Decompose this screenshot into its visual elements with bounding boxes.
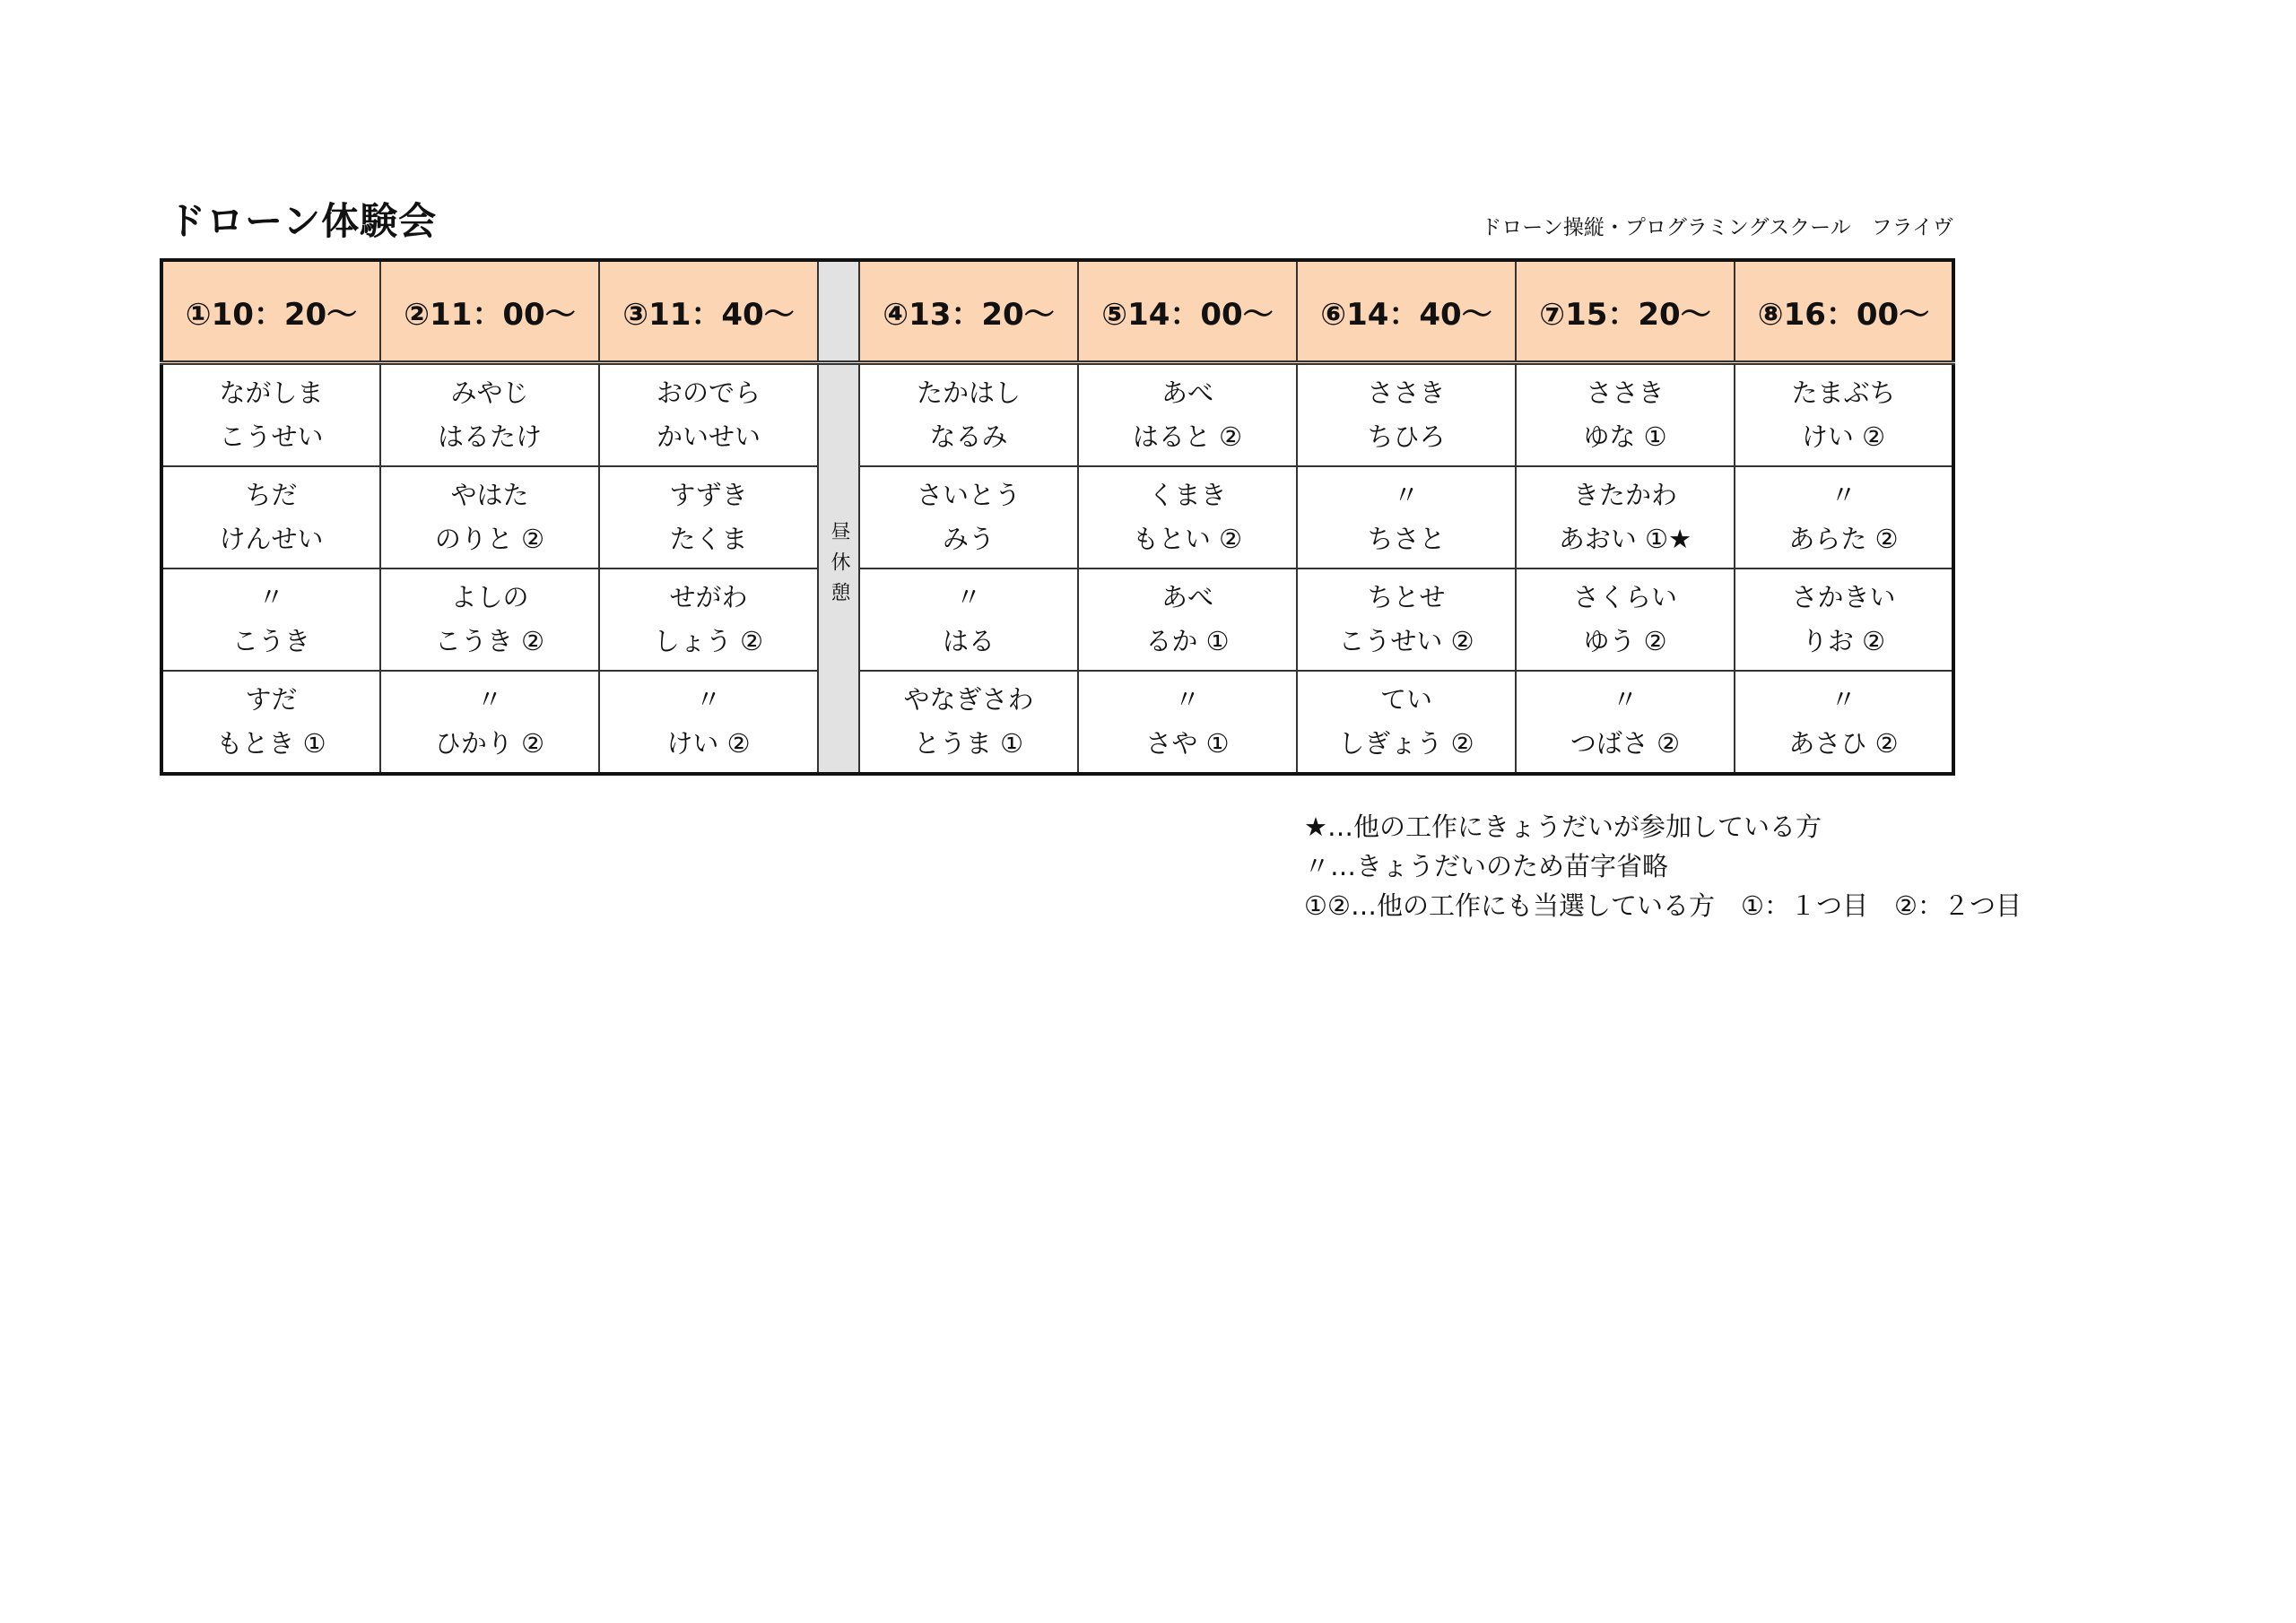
legend-item-star: ★…他の工作にきょうだいが参加している方 — [1304, 812, 1822, 842]
participant-given-name: あらた ② — [1788, 524, 1899, 554]
legend-item-circled-numbers: ①②…他の工作にも当選している方 ①：１つ目 ②：２つ目 — [1304, 890, 2022, 921]
participant-row — [161, 568, 1953, 671]
participant-given-name: ちさと — [1367, 524, 1446, 554]
participant-cell — [1297, 363, 1516, 467]
participant-given-name: けんせい — [219, 524, 324, 554]
participant-given-name: さや ① — [1145, 728, 1230, 759]
participant-surname: 〃 — [1830, 684, 1857, 715]
participant-cell — [1078, 363, 1297, 467]
participant-cell — [1735, 466, 1953, 568]
participant-given-name: もとき ① — [216, 728, 326, 759]
participant-surname: みやじ — [450, 378, 529, 408]
participant-given-name: のりと ② — [434, 524, 545, 554]
participant-surname: やなぎさわ — [903, 684, 1034, 715]
participant-given-name: ゆう ② — [1583, 626, 1667, 656]
participant-surname: くまき — [1148, 480, 1227, 510]
participant-cell — [599, 671, 818, 774]
time-slot-header: ⑧16：00〜 — [1735, 260, 1953, 363]
participant-given-name: はるたけ — [437, 421, 542, 452]
schedule-table — [160, 258, 1955, 776]
participant-surname: きたかわ — [1572, 480, 1677, 510]
participant-cell — [1735, 671, 1953, 774]
participant-cell — [1516, 466, 1735, 568]
participant-cell — [1735, 568, 1953, 671]
participant-surname: 〃 — [955, 582, 982, 612]
participant-given-name: こうき — [231, 626, 310, 656]
participant-surname: よしの — [450, 582, 529, 612]
participant-cell — [1297, 671, 1516, 774]
participant-given-name: はると ② — [1132, 421, 1243, 452]
participant-cell — [380, 466, 599, 568]
participant-surname: 〃 — [1174, 684, 1201, 715]
time-slot-header: ⑤14：00〜 — [1078, 260, 1297, 363]
participant-cell — [380, 568, 599, 671]
participant-surname: さいとう — [916, 480, 1021, 510]
participant-given-name: こうせい ② — [1338, 626, 1474, 656]
participant-surname: せがわ — [669, 582, 748, 612]
participant-given-name: ゆな ① — [1583, 421, 1667, 452]
lunch-break-label: 昼休憩 — [828, 521, 850, 612]
time-slot-header: ④13：20〜 — [859, 260, 1078, 363]
participant-given-name: もとい ② — [1132, 524, 1243, 554]
participant-cell — [1516, 671, 1735, 774]
participant-surname: すずき — [669, 480, 748, 510]
participant-surname: さくらい — [1572, 582, 1677, 612]
participant-cell — [859, 568, 1078, 671]
participant-cell — [1297, 568, 1516, 671]
participant-surname: ささき — [1367, 378, 1446, 408]
participant-row — [161, 363, 1953, 467]
time-slot-header: ③11：40〜 — [599, 260, 818, 363]
participant-cell — [1078, 466, 1297, 568]
participant-cell — [859, 466, 1078, 568]
participant-surname: あべ — [1161, 582, 1213, 612]
participant-given-name: けい ② — [1801, 421, 1886, 452]
participant-given-name: こうせい — [219, 421, 324, 452]
time-slot-header: ①10：20〜 — [161, 260, 380, 363]
participant-surname: やはた — [450, 480, 529, 510]
organizer-name: ドローン操縦・プログラミングスクール フライヴ — [1481, 216, 1953, 239]
participant-surname: ちだ — [245, 480, 298, 510]
participant-surname: てい — [1379, 684, 1432, 715]
time-slot-header-row — [161, 260, 1953, 363]
participant-cell — [859, 671, 1078, 774]
participant-cell — [380, 363, 599, 467]
participant-given-name: ちひろ — [1367, 421, 1446, 452]
participant-given-name: けい ② — [666, 728, 751, 759]
participant-surname: すだ — [245, 684, 298, 715]
legend — [1304, 807, 2022, 925]
participant-given-name: とうま ① — [913, 728, 1024, 759]
participant-cell — [859, 363, 1078, 467]
time-slot-header: ②11：00〜 — [380, 260, 599, 363]
participant-cell — [1078, 568, 1297, 671]
participant-given-name: たくま — [669, 524, 748, 554]
participant-surname: たかはし — [916, 378, 1021, 408]
participant-given-name: はる — [942, 626, 995, 656]
participant-given-name: ひかり ② — [434, 728, 545, 759]
participant-row — [161, 466, 1953, 568]
participant-surname: おのでら — [656, 378, 761, 408]
participant-cell — [599, 363, 818, 467]
participant-cell — [161, 671, 380, 774]
participant-given-name: しぎょう ② — [1338, 728, 1474, 759]
participant-given-name: かいせい — [656, 421, 761, 452]
time-slot-header: ⑥14：40〜 — [1297, 260, 1516, 363]
participant-given-name: あおい ①★ — [1558, 524, 1692, 554]
participant-cell — [1297, 466, 1516, 568]
participant-cell — [599, 568, 818, 671]
participant-cell — [599, 466, 818, 568]
participant-surname: 〃 — [1830, 480, 1857, 510]
participant-row — [161, 671, 1953, 774]
participant-surname: 〃 — [257, 582, 284, 612]
participant-cell — [161, 363, 380, 467]
participant-cell — [1735, 363, 1953, 467]
participant-cell — [1078, 671, 1297, 774]
participant-cell — [161, 568, 380, 671]
participant-surname: 〃 — [476, 684, 503, 715]
participant-surname: ながしま — [219, 378, 324, 408]
page-title: ドローン体験会 — [168, 199, 438, 243]
participant-cell — [380, 671, 599, 774]
participant-surname: ささき — [1586, 378, 1665, 408]
participant-given-name: こうき ② — [434, 626, 545, 656]
participant-surname: さかきい — [1791, 582, 1896, 612]
participant-given-name: なるみ — [929, 421, 1008, 452]
participant-given-name: つばさ ② — [1570, 728, 1681, 759]
participant-surname: ちとせ — [1367, 582, 1446, 612]
lunch-break-header — [818, 260, 859, 363]
participant-given-name: あさひ ② — [1788, 728, 1899, 759]
participant-given-name: りお ② — [1801, 626, 1886, 656]
participant-surname: あべ — [1161, 378, 1213, 408]
lunch-break-column — [818, 363, 859, 775]
participant-surname: 〃 — [695, 684, 722, 715]
participant-cell — [161, 466, 380, 568]
legend-item-ditto: 〃…きょうだいのため苗字省略 — [1304, 851, 1669, 881]
participant-surname: 〃 — [1393, 480, 1420, 510]
participant-surname: たまぶち — [1791, 378, 1896, 408]
participant-cell — [1516, 363, 1735, 467]
participant-given-name: るか ① — [1145, 626, 1230, 656]
time-slot-header: ⑦15：20〜 — [1516, 260, 1735, 363]
participant-cell — [1516, 568, 1735, 671]
participant-given-name: みう — [942, 524, 995, 554]
participant-given-name: しょう ② — [653, 626, 764, 656]
participant-surname: 〃 — [1612, 684, 1639, 715]
